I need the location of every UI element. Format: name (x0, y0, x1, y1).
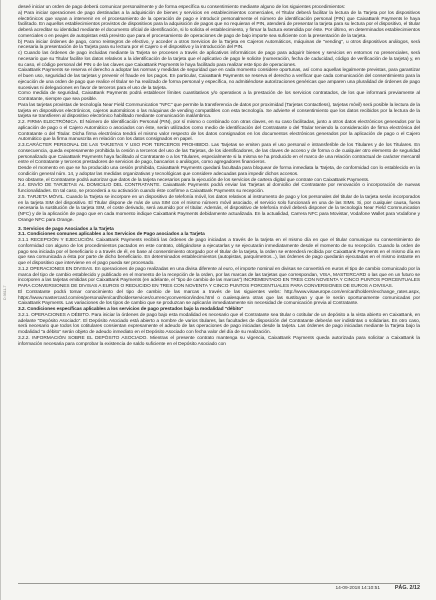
document-body (18, 5, 420, 347)
paragraph: c) Cuando las órdenes de pago incluidas mediante la Tarjeta se procesen a través de aplicativos informáticos de pago para adquirir bienes y servicios en entornos no presenciales, será necesario que su Titular facilite los datos relativos a la identificación de la tarjeta que el aplicativo de pago le solicite (numeración, fecha de caducidad, código de verificación de la tarjeta) y, en su caso, el código personal del PIN o de las claves que CaixaBank Payments le haya facilitado para realizar este tipo de operaciones. (18, 51, 420, 68)
side-stamp-text: D.9811-7 (3, 285, 7, 300)
section-heading: 3. Servicios de pago Asociados a la Tarjeta (18, 226, 114, 232)
page-footer (18, 583, 420, 594)
paragraph: Como medida de seguridad, CaixaBank Payments podrá establecer límites cuantitativos y/o operativos a la prestación de los servicios contratados, de los que informará previamente al Contratante, siempre que sea posible. (18, 91, 420, 102)
paragraph: 3.2.1. OPERACIONES A DÉBITO. Para iniciar la órdenes de pago bajo esta modalidad es necesario que el Contratante sea titular o cotitular de un depósito a la vista abierto en CaixaBank, en adelante "Depósito Asociado". El Depósito Asociado está abierto a nombre de varios titulares, las facultades de disposición del Contratante deberán ser indistintas o solidarias. En otro caso, será necesario que todos los cotitulares consientan expresamente el adeudo de las operaciones de pago iniciadas desde la tarjeta. Las órdenes de pago iniciadas mediante la Tarjeta bajo la modalidad "a débito" serán objeto de adeudo inmediato en el Depósito Asociado con fecha valor del día de su realización. (18, 312, 420, 335)
side-stamp (3, 0, 10, 600)
subsection-heading: 3.1. Condiciones comunes aplicables a los Servicios de Pago asociados a la Tarjeta (18, 232, 205, 238)
paragraph: deseé iniciar un orden de pago deberá comunicar personalmente y de forma específica su consentimiento mediante alguno de los siguientes procedimientos: (18, 5, 346, 10)
paragraph: 3.2.2. INFORMACIÓN SOBRE EL DEPÓSITO ASOCIADO. Mientras el presente contrato mantenga su vigencia, CaixaBank Payments queda autorizada para solicitar a CaixaBank la información necesaria para comprobar la existencia de saldo suficiente en el Depósito Asociado con (18, 335, 420, 347)
paragraph: Desde el momento en que se ha producido una cesión prohibida, CaixaBank Payments quedará facultada para bloquear de forma inmediata la Tarjeta, de conformidad con lo establecido en la condición general núm. 14, y adoptar las medidas organizativas y tecnológicas que considere adecuadas para impedir dichos accesos. (18, 166, 420, 177)
paragraph: No obstante, el Contratante podrá autorizar que datos de la tarjeta necesarios para la ejecución de los servicios de cartera digital que contrate con CaixaBank Payments. (18, 177, 370, 183)
paragraph: a) Para iniciar operaciones de pago destinadas a la adquisición de bienes y servicios en establecimientos comerciales, el Titular deberá facilitar la lectura de la Tarjeta por los dispositivos electrónicos que vayan a intervenir en el procesamiento de la operación de pago e introducir personalmente el número de identificación personal (PIN) que CaixaBank Payments le haya facilitado. En aquellos establecimientos provistos de dispositivos para la adquisición de pagos que no requieran el PIN, atenderá de presentar la tarjeta para su lectura por el dispositivo, el titular deberá acreditar su identidad mediante el documento oficial de identificación, si lo solicita el establecimiento, y firmar la factura extendida por éste. Por último, en determinados establecimientos comerciales o en peajes de autopistas está previsto que para el procesamiento de operaciones de pago de bajo importe sea suficiente con la presentación de la tarjeta. (18, 10, 420, 39)
paragraph: 2.3.CARÁCTER PERSONAL DE LAS TARJETAS Y USO POR TERCEROS PROHIBIDO. Las Tarjetas se emiten para el uso personal e intransferible de los Titulares y de los Titulares. En consecuencia, queda expresamente prohibida la cesión a terceros del uso de las Tarjetas, de los identificadores, de las claves de acceso y de forma o de cualquier otro elemento de seguridad personalizado que CaixaBank Payments haya facilitado al Contratante o a los Titulares, especialmente si la misma se ha producido en el marco de una relación contractual de carácter mercantil entre el Contratante y terceros prestadores de servicios de pago, bancarios o análogos, como agregadores financieros. (18, 143, 420, 166)
paragraph: Para las tarjetas provistas de tecnología Near Field Communication "NFC" que permite la transferencia de datos por proximidad (Tarjetas Contactless), tarjetas móvil) será posible la lectura de la tarjeta en dispositivos electrónicos, cajeros automáticos o las máquinas de vending compatibles con esta tecnología. Se advierte el consentimiento que los datos recibidos por la lectura de la tarjeta se transfieren al dispositivo electrónico habilitado mediante comunicación inalámbrica. (18, 102, 420, 120)
subsection-heading: 3.2. Condiciones específicas aplicables a los servicios de pago prestados bajo la modalidad "débito" (18, 307, 244, 312)
page-number: PÁG. 2/12 (394, 585, 420, 591)
footer-timestamp: 14-09-2018 14:10:51 (335, 586, 380, 591)
paragraph: 3.1.2 OPERACIONES EN DIVISAS. En operaciones de pago realizadas en una divisa diferente al euro, el importe nominal en divisas se convertirá en euros el tipo de cambio comunicado por la marca del tipo de cambio establecido y publicado en el momento de la recepción de la orden, por las marcas de las tarjetas que correspondan, VISA, MASTERCARD o las que en un futuro se incorporen a las tarjetas emitidas por CaixaBank Payments (en adelante, el "tipo de cambio de las marcas") INCREMENTADO EN TRES CON NOVENTA Y CINCO PUNTOS PORCENTUALES PARA CONVERSIONES DE DIVISAS A EUROS O REDUCIDO EN TRES CON NOVENTA Y CINCO PUNTOS PORCENTUALES PARA CONVERSIONES DE EUROS A DIVISAS. (18, 266, 420, 289)
paragraph: 3.1.1 RECEPCIÓN Y EJECUCIÓN. CaixaBank Payments recibirá las órdenes de pago iniciadas a través de la tarjeta en el mismo día en que el titular comunique su consentimiento de conformidad con alguno de los procedimientos pactados en este contrato, obligándose a ejecutarlas y se ejecutarán inmediatamente desde el momento de su recepción. Cuando la orden de pago sea iniciada por el beneficiario o a través de él, en base al consentimiento otorgado por el titular de la tarjeta, la orden se entenderá recibida por CaixaBank Payments en el mismo día en que sea comunicada a ésta por parte de dicho beneficiario. En determinados establecimientos (autopistas, parquímetros...), las órdenes de pago quedarán ejecutadas en el mismo instante en que el dispositivo que interviene en el pago pueda ser procesado. (18, 238, 420, 266)
paragraph: 2.5. TARJETA MÓVIL. Cuando la Tarjeta se incorpore en un dispositivo de telefonía móvil, los datos relativos al instrumento de pago y los personales del titular de la tarjeta serán incorporados en la tarjeta SIM del dispositivo. El Titular dispone de más de una SIM con el mismo número móvil asociado, el servicio solo funcionará en una de las SIMs. Si, por cualquier causa, fuera necesaria la sustitución de la tarjeta SIM, el coste derivado, será asumido por el titular. Además, el dispositivo de telefonía móvil deberá disponer de la tecnología Near Field Communication (NFC) y de la aplicación de pago que en cada momento indique CaixaBank Payments debidamente actualizada. En la actualidad, Carrera NFC para Movistar, Vodafone Wallet para Vodafone y Orange NFC para Orange. (18, 194, 420, 223)
paragraph: b) Para iniciar órdenes de pago, como reintegros de efectivo, y acceder a otros Servicios de la Tarjeta en Cajeros Automáticos, máquinas de "vending", u otros dispositivos análogos, será necesaria la presentación de la Tarjeta para su lectura por el Cajero o el dispositivo y la introducción del PIN. (18, 39, 420, 51)
paragraph: El Contratante podrá tomar conocimiento del tipo de cambio de las marcas a través de las siguientes webs: http://www.visaeurope.com/en/cardholders/exchange_rates.aspx, https://www.mastercard.com/es/personal/en/cardholderservices/currencyconversion/index.html o cualesquiera otras que las sustituyan y que le serán oportunamente comunicadas por CaixaBank Payments. Las variaciones de los tipos de cambio que se produzcan se aplicarán inmediatamente sin necesidad de comunicación previa al Contratante. (18, 289, 420, 307)
paragraph: 2.4. ENVÍO DE TARJETAS AL DOMICILIO DEL CONTRATANTE. CaixaBank Payments podrá enviar las Tarjetas al domicilio del Contratante por renovación o incorporación de nuevas funcionalidades. En tal caso, se procederá a su activación cuando éste confirme a CaixaBank Payments su recepción. (18, 183, 420, 194)
paragraph: CaixaBank Payments se reserva el derecho a adoptar las normas y medidas de seguridad que en cada momento considere oportunas, así como aquellas legalmente previstas, para garantizar el buen uso, seguridad de las tarjetas y prevenir el fraude en los pagos. En particular, CaixaBank Payments se reserva el derecho a verificar que cada comunicación del consentimiento para la ejecución de una orden de pago que realice el titular se ha realizado de forma personal y específica, no admitiéndose autorizaciones genéricas que amparen una pluralidad de órdenes de pago sucesivas ni delegaciones en favor de terceros para el uso de la tarjeta. (18, 68, 420, 91)
paragraph: 2.2. FIRMA ELECTRÓNICA. El Número de Identificación Personal (PIN), por sí mismo o combinado con otras claves, en su caso facilitadas, junto a otros datos electrónicos generados por la aplicación de pago o el Cajero Automático o asociados con éste, serán utilizados como medio de identificación del Contratante o del Titular teniendo la consideración de firma electrónica del Contratante o del Titular. Dicha firma electrónica tendrá el mismo valor respecto de los datos consignados en los documentos electrónicos generados por la aplicación de pago o el Cajero Automático que la firma manuscrita en relación con los datos consignados en papel. (18, 120, 420, 143)
